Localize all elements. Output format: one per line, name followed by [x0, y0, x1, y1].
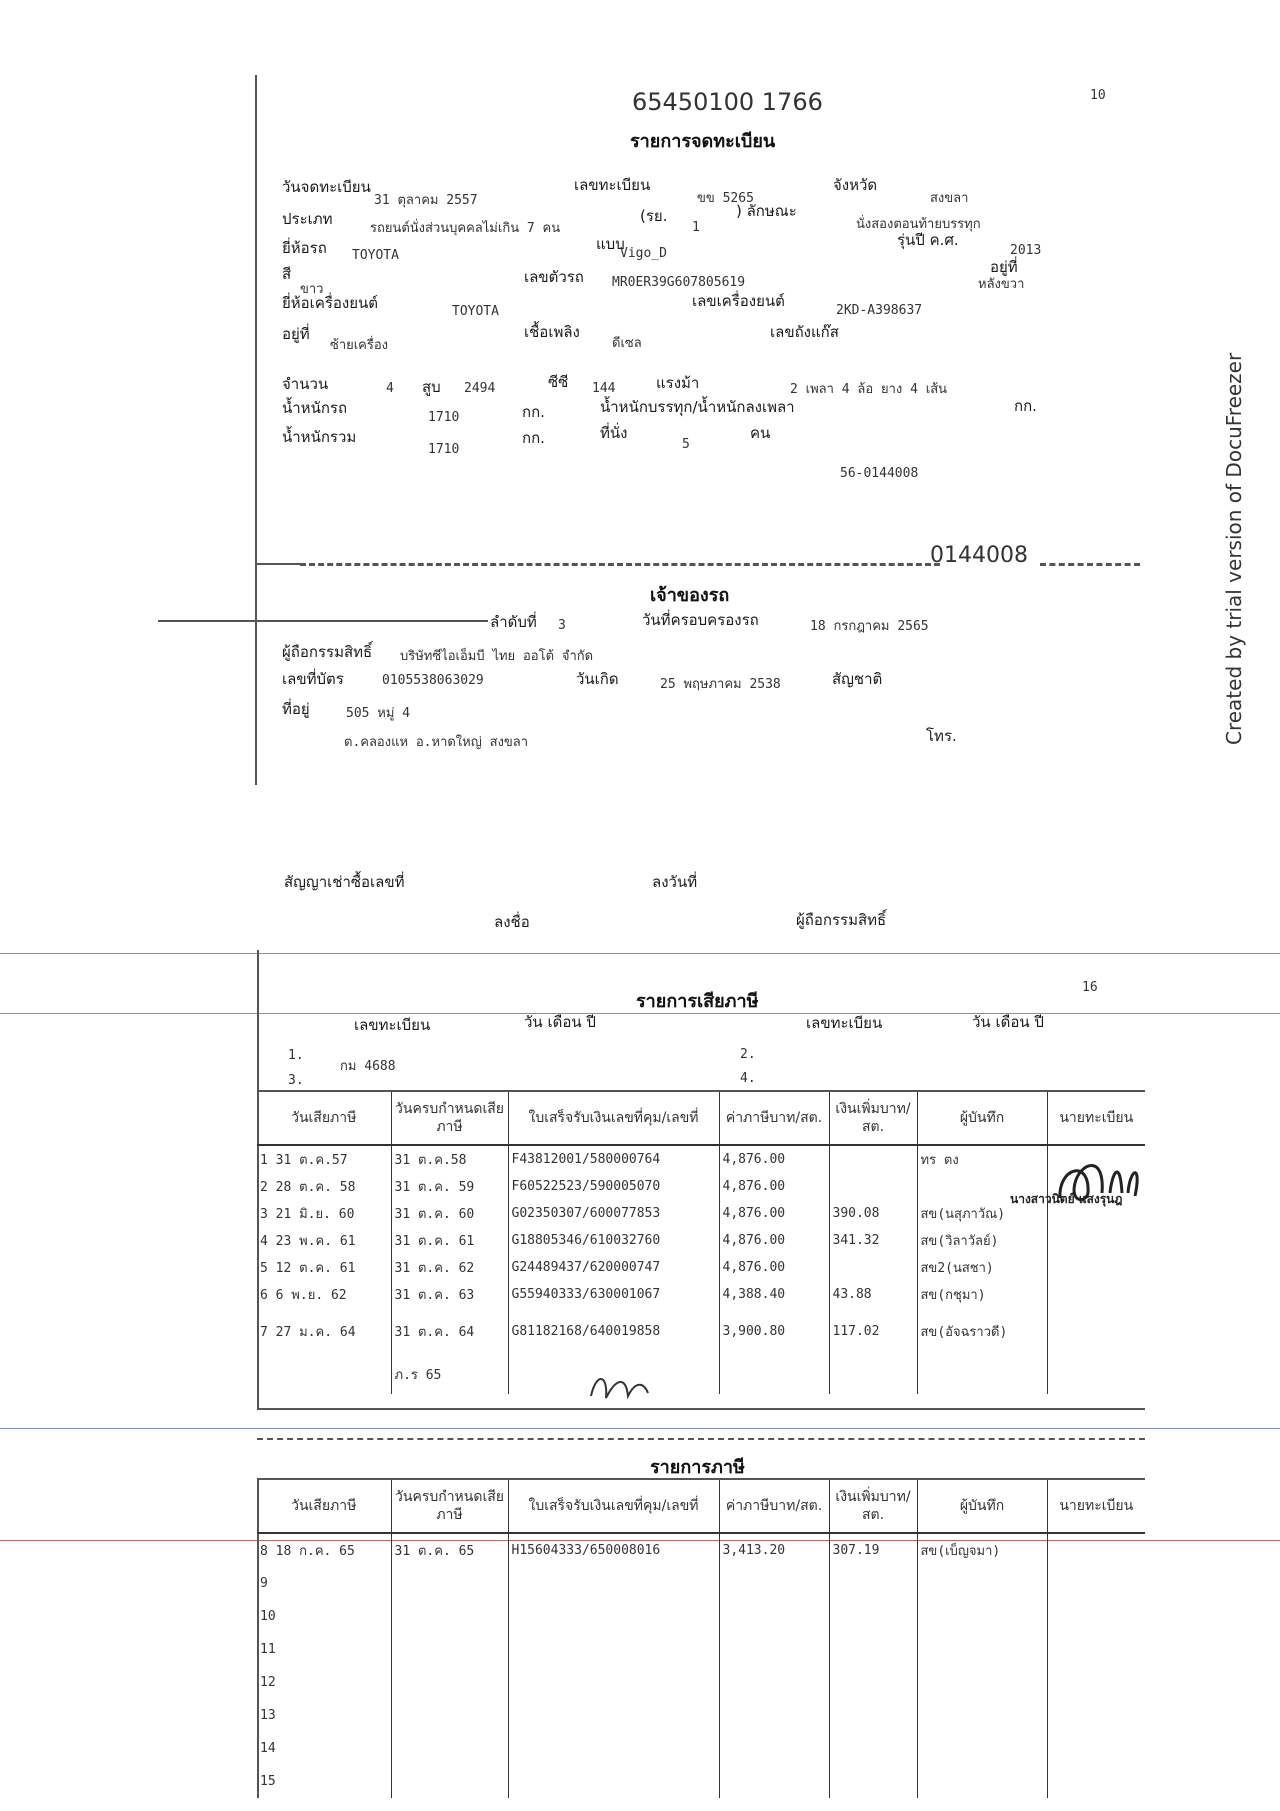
entry-3-no: 3.	[288, 1073, 304, 1088]
table-row	[257, 1145, 1145, 1173]
cell-paid: 13	[260, 1708, 276, 1723]
cell-paid: 9	[260, 1576, 268, 1591]
table-row	[257, 1633, 1145, 1666]
cell-paid: 10	[260, 1609, 276, 1624]
cell-recorder	[917, 1354, 1047, 1394]
kg-1: กก.	[522, 403, 545, 421]
table-row	[257, 1567, 1145, 1600]
cell-paid: 3 21 มิ.ย. 60	[260, 1207, 355, 1222]
cell-receipt: F60522523/590005070	[508, 1173, 719, 1200]
table-row	[257, 1732, 1145, 1765]
fuel-label: เชื้อเพลิง	[524, 323, 580, 341]
table-row	[257, 1281, 1145, 1308]
reg-date: 31 ตุลาคม 2557	[374, 193, 478, 208]
birth-label: วันเกิด	[576, 670, 619, 688]
ref-no: 56-0144008	[840, 466, 919, 481]
seats: 5	[682, 437, 690, 452]
engine-no: 2KD-A398637	[836, 303, 923, 318]
model: Vigo_D	[620, 246, 667, 261]
model-label: แบบ	[596, 235, 625, 253]
cell-due: 31 ต.ค. 63	[391, 1281, 508, 1308]
cell-registrar	[1047, 1308, 1145, 1354]
ref-no-hand: 0144008	[930, 543, 1028, 568]
engine-no-label: เลขเครื่องยนต์	[692, 292, 785, 310]
addr-line-2: ต.คลองแห อ.หาดใหญ่ สงขลา	[344, 735, 529, 750]
cc: 2494	[464, 381, 496, 396]
cell-due: 31 ต.ค.58	[391, 1145, 508, 1173]
cell-extra	[829, 1145, 917, 1173]
dashed-separator-end	[1040, 563, 1140, 566]
possess-label: วันที่ครอบครองรถ	[642, 611, 759, 629]
tax-list-title: รายการภาษี	[650, 1457, 745, 1478]
cell-registrar	[1047, 1254, 1145, 1281]
cell-due: 31 ต.ค. 61	[391, 1227, 508, 1254]
brand: TOYOTA	[352, 248, 399, 263]
cell-receipt: G02350307/600077853	[508, 1200, 719, 1227]
cell-tax: 4,876.00	[719, 1173, 829, 1200]
province-label: จังหวัด	[833, 176, 878, 194]
weight: 1710	[428, 410, 460, 425]
table-row	[257, 1600, 1145, 1633]
cell-extra: 390.08	[829, 1200, 917, 1227]
cell-receipt: G81182168/640019858	[508, 1308, 719, 1354]
cell-recorder: สข(นสุภาวัณ)	[917, 1200, 1047, 1227]
entry-1-value: กม 4688	[340, 1059, 396, 1074]
fuel: ดีเซล	[612, 336, 642, 351]
tax-history-table	[257, 1092, 1145, 1394]
scan-line	[0, 1428, 1280, 1429]
gross: 1710	[428, 442, 460, 457]
seq-label: ลำดับที่	[490, 613, 537, 631]
cell-paid: 7 27 ม.ค. 64	[260, 1324, 356, 1340]
col-recorder: ผู้บันทึก	[917, 1092, 1047, 1145]
sign-label: ลงชื่อ	[494, 913, 530, 931]
cell-due: 31 ต.ค. 59	[391, 1173, 508, 1200]
cell-paid: 4 23 พ.ค. 61	[260, 1234, 356, 1249]
col-registrar: นายทะเบียน	[1047, 1092, 1145, 1145]
engine-brand-label: ยี่ห้อเครื่องยนต์	[282, 294, 379, 312]
weight-label: น้ำหนักรถ	[282, 399, 348, 417]
chassis: MR0ER39G607805619	[612, 275, 746, 290]
cell-tax: 4,876.00	[719, 1227, 829, 1254]
date-col-label-2: วัน เดือน ปี	[972, 1013, 1044, 1031]
cell-receipt: F43812001/580000764	[508, 1145, 719, 1173]
cell-extra: 43.88	[829, 1281, 917, 1308]
reg-col-label-2: เลขทะเบียน	[806, 1014, 883, 1032]
nation-label: สัญชาติ	[832, 670, 883, 688]
tax-history-title: รายการเสียภาษี	[636, 991, 759, 1012]
possess-date: 18 กรกฎาคม 2565	[810, 619, 929, 634]
id-no: 0105538063029	[382, 673, 484, 688]
cell-receipt: G18805346/610032760	[508, 1227, 719, 1254]
entry-1-no: 1.	[288, 1048, 304, 1063]
rs-close: ) ลักษณะ	[736, 202, 797, 220]
table-row	[257, 1699, 1145, 1732]
table-row	[257, 1227, 1145, 1254]
count-label: จำนวน	[282, 375, 329, 393]
person-label: คน	[750, 424, 771, 442]
cell-due: 31 ต.ค. 64	[391, 1308, 508, 1354]
col-extra: เงินเพิ่มบาท/สต.	[829, 1092, 917, 1145]
dashed-separator-2	[257, 1438, 1145, 1440]
cell-registrar	[1047, 1227, 1145, 1254]
table-header-row	[257, 1092, 1145, 1145]
cell-paid: 6 6 พ.ย. 62	[260, 1288, 347, 1303]
cell-paid: 8 18 ก.ค. 65	[260, 1544, 355, 1559]
table-row	[257, 1254, 1145, 1281]
owner-left-line	[158, 620, 488, 622]
type-label: ประเภท	[282, 210, 333, 228]
addr-line-1: 505 หมู่ 4	[346, 706, 411, 721]
cell-extra: 341.32	[829, 1227, 917, 1254]
table-row	[257, 1765, 1145, 1798]
cell-due: 31 ต.ค. 60	[391, 1200, 508, 1227]
reg-col-label-1: เลขทะเบียน	[354, 1016, 431, 1034]
reg-date-label: วันจดทะเบียน	[282, 178, 371, 196]
engine-brand: TOYOTA	[452, 304, 499, 319]
hp-label: แรงม้า	[656, 374, 700, 392]
cell-tax: 3,900.80	[719, 1308, 829, 1354]
load-label: น้ำหนักบรรทุก/น้ำหนักลงเพลา	[600, 398, 795, 416]
brand-label: ยี่ห้อรถ	[282, 239, 327, 257]
cell-recorder: สข2(นสชา)	[917, 1254, 1047, 1281]
cell-due: 31 ต.ค. 65	[391, 1533, 508, 1567]
cell-tax: 4,388.40	[719, 1281, 829, 1308]
holder-sign-label: ผู้ถือกรรมสิทธิ์	[796, 911, 887, 929]
gas-tank-label: เลขถังแก๊ส	[770, 323, 839, 341]
cell-receipt: G24489437/620000747	[508, 1254, 719, 1281]
cell-extra: 307.19	[829, 1533, 917, 1567]
color-label: สี	[282, 265, 292, 283]
reg-no-label: เลขทะเบียน	[574, 176, 651, 194]
table-row	[257, 1308, 1145, 1354]
col-paid-date: วันเสียภาษี	[257, 1480, 391, 1533]
col-extra: เงินเพิ่มบาท/สต.	[829, 1480, 917, 1533]
col-receipt: ใบเสร็จรับเงินเลขที่คุม/เลขที่	[508, 1092, 719, 1145]
cell-due: ภ.ร 65	[391, 1354, 508, 1394]
col-due-date: วันครบกำหนดเสียภาษี	[391, 1092, 508, 1145]
tel-label: โทร.	[926, 727, 957, 745]
cell-tax: 4,876.00	[719, 1145, 829, 1173]
rs-value: 1	[692, 220, 700, 235]
cell-registrar	[1047, 1354, 1145, 1394]
cell-recorder: สข(กชุมา)	[917, 1281, 1047, 1308]
chassis-label: เลขตัวรถ	[524, 268, 584, 286]
cell-recorder: สข(อัจฉราวดี)	[917, 1308, 1047, 1354]
cyl-label: สูบ	[422, 378, 441, 396]
owner-title: เจ้าของรถ	[650, 585, 730, 606]
cell-receipt: H15604333/650008016	[508, 1533, 719, 1567]
rs-open: (รย.	[640, 207, 668, 225]
registration-title: รายการจดทะเบียน	[630, 131, 776, 152]
cell-tax: 4,876.00	[719, 1200, 829, 1227]
engine-pos-label: อยู่ที่	[282, 325, 310, 343]
chassis-pos-label: อยู่ที่	[990, 258, 1018, 276]
col-registrar: นายทะเบียน	[1047, 1480, 1145, 1533]
model-year-label: รุ่นปี ค.ศ.	[897, 231, 959, 249]
kg-3: กก.	[522, 429, 545, 447]
cell-paid: 5 12 ต.ค. 61	[260, 1261, 356, 1276]
entry-2-no: 2.	[740, 1047, 756, 1062]
cell-paid	[257, 1354, 391, 1394]
col-due-date: วันครบกำหนดเสียภาษี	[391, 1480, 508, 1533]
separator-start	[255, 563, 300, 565]
type-value: รถยนต์นั่งส่วนบุคคลไม่เกิน 7 คน	[370, 221, 561, 236]
tax-table-bottom-line	[257, 1408, 1145, 1410]
axles: 2 เพลา 4 ล้อ ยาง 4 เส้น	[790, 382, 948, 397]
table-row	[257, 1533, 1145, 1567]
cell-paid: 1 31 ต.ค.57	[260, 1153, 348, 1168]
contract-date-label: ลงวันที่	[652, 873, 698, 891]
cell-tax: 3,413.20	[719, 1533, 829, 1567]
cell-due: 31 ต.ค. 62	[391, 1254, 508, 1281]
cell-registrar	[1047, 1533, 1145, 1567]
date-col-label-1: วัน เดือน ปี	[524, 1013, 596, 1031]
page-number-2: 16	[1082, 980, 1098, 995]
tax-list-table	[257, 1480, 1145, 1798]
cell-receipt: G55940333/630001067	[508, 1281, 719, 1308]
reg-no: ขข 5265	[697, 191, 754, 206]
entry-4-no: 4.	[740, 1071, 756, 1086]
holder: บริษัทซีไอเอ็มบี ไทย ออโต้ จำกัด	[400, 649, 594, 664]
table-row	[257, 1354, 1145, 1394]
col-paid-date: วันเสียภาษี	[257, 1092, 391, 1145]
cylinders: 4	[386, 381, 394, 396]
seq: 3	[558, 618, 566, 633]
addr-label: ที่อยู่	[282, 700, 310, 718]
kg-2: กก.	[1014, 397, 1037, 415]
hp: 144	[592, 381, 616, 396]
col-tax: ค่าภาษีบาท/สต.	[719, 1480, 829, 1533]
cell-extra	[829, 1173, 917, 1200]
cell-paid: 12	[260, 1675, 276, 1690]
col-recorder: ผู้บันทึก	[917, 1480, 1047, 1533]
cell-paid: 15	[260, 1774, 276, 1789]
page-number-top: 10	[1090, 88, 1106, 103]
cell-extra	[829, 1354, 917, 1394]
cell-recorder: สข(เบ็ญจมา)	[917, 1533, 1047, 1567]
recorder-signature-icon	[586, 1368, 656, 1404]
seats-label: ที่นั่ง	[600, 424, 628, 442]
holder-label: ผู้ถือกรรมสิทธิ์	[282, 643, 373, 661]
table-row	[257, 1666, 1145, 1699]
col-tax: ค่าภาษีบาท/สต.	[719, 1092, 829, 1145]
engine-pos: ซ้ายเครื่อง	[330, 338, 389, 353]
birth: 25 พฤษภาคม 2538	[660, 677, 781, 692]
scan-line	[0, 953, 1280, 954]
doc-number: 65450100 1766	[632, 88, 823, 116]
cell-paid: 11	[260, 1642, 276, 1657]
cc-label: ซีซี	[548, 373, 569, 391]
characteristic: นั่งสองตอนท้ายบรรทุก	[856, 217, 981, 232]
color: ขาว	[300, 282, 324, 297]
cell-paid: 2 28 ต.ค. 58	[260, 1180, 356, 1195]
province: สงขลา	[930, 191, 969, 206]
cell-registrar	[1047, 1281, 1145, 1308]
chassis-pos: หลังขวา	[978, 277, 1025, 292]
cell-extra: 117.02	[829, 1308, 917, 1354]
contract-label: สัญญาเช่าซื้อเลขที่	[284, 873, 405, 891]
model-year: 2013	[1010, 243, 1042, 258]
watermark: Created by trial version of DocuFreezer	[1222, 352, 1246, 745]
cell-extra	[829, 1254, 917, 1281]
cell-paid: 14	[260, 1741, 276, 1756]
cell-recorder: ทร ตง	[917, 1145, 1047, 1173]
gross-label: น้ำหนักรวม	[282, 428, 357, 446]
table-header-row	[257, 1480, 1145, 1533]
cell-tax: 4,876.00	[719, 1254, 829, 1281]
registrar-stamp: นางสาวนิตย์ แสงรุนฎ	[1010, 1192, 1123, 1206]
left-margin-line	[255, 75, 257, 785]
cell-recorder: สข(วิลาวัลย์)	[917, 1227, 1047, 1254]
id-label: เลขที่บัตร	[282, 670, 344, 688]
col-receipt: ใบเสร็จรับเงินเลขที่คุม/เลขที่	[508, 1480, 719, 1533]
dashed-separator	[300, 563, 940, 566]
cell-tax	[719, 1354, 829, 1394]
